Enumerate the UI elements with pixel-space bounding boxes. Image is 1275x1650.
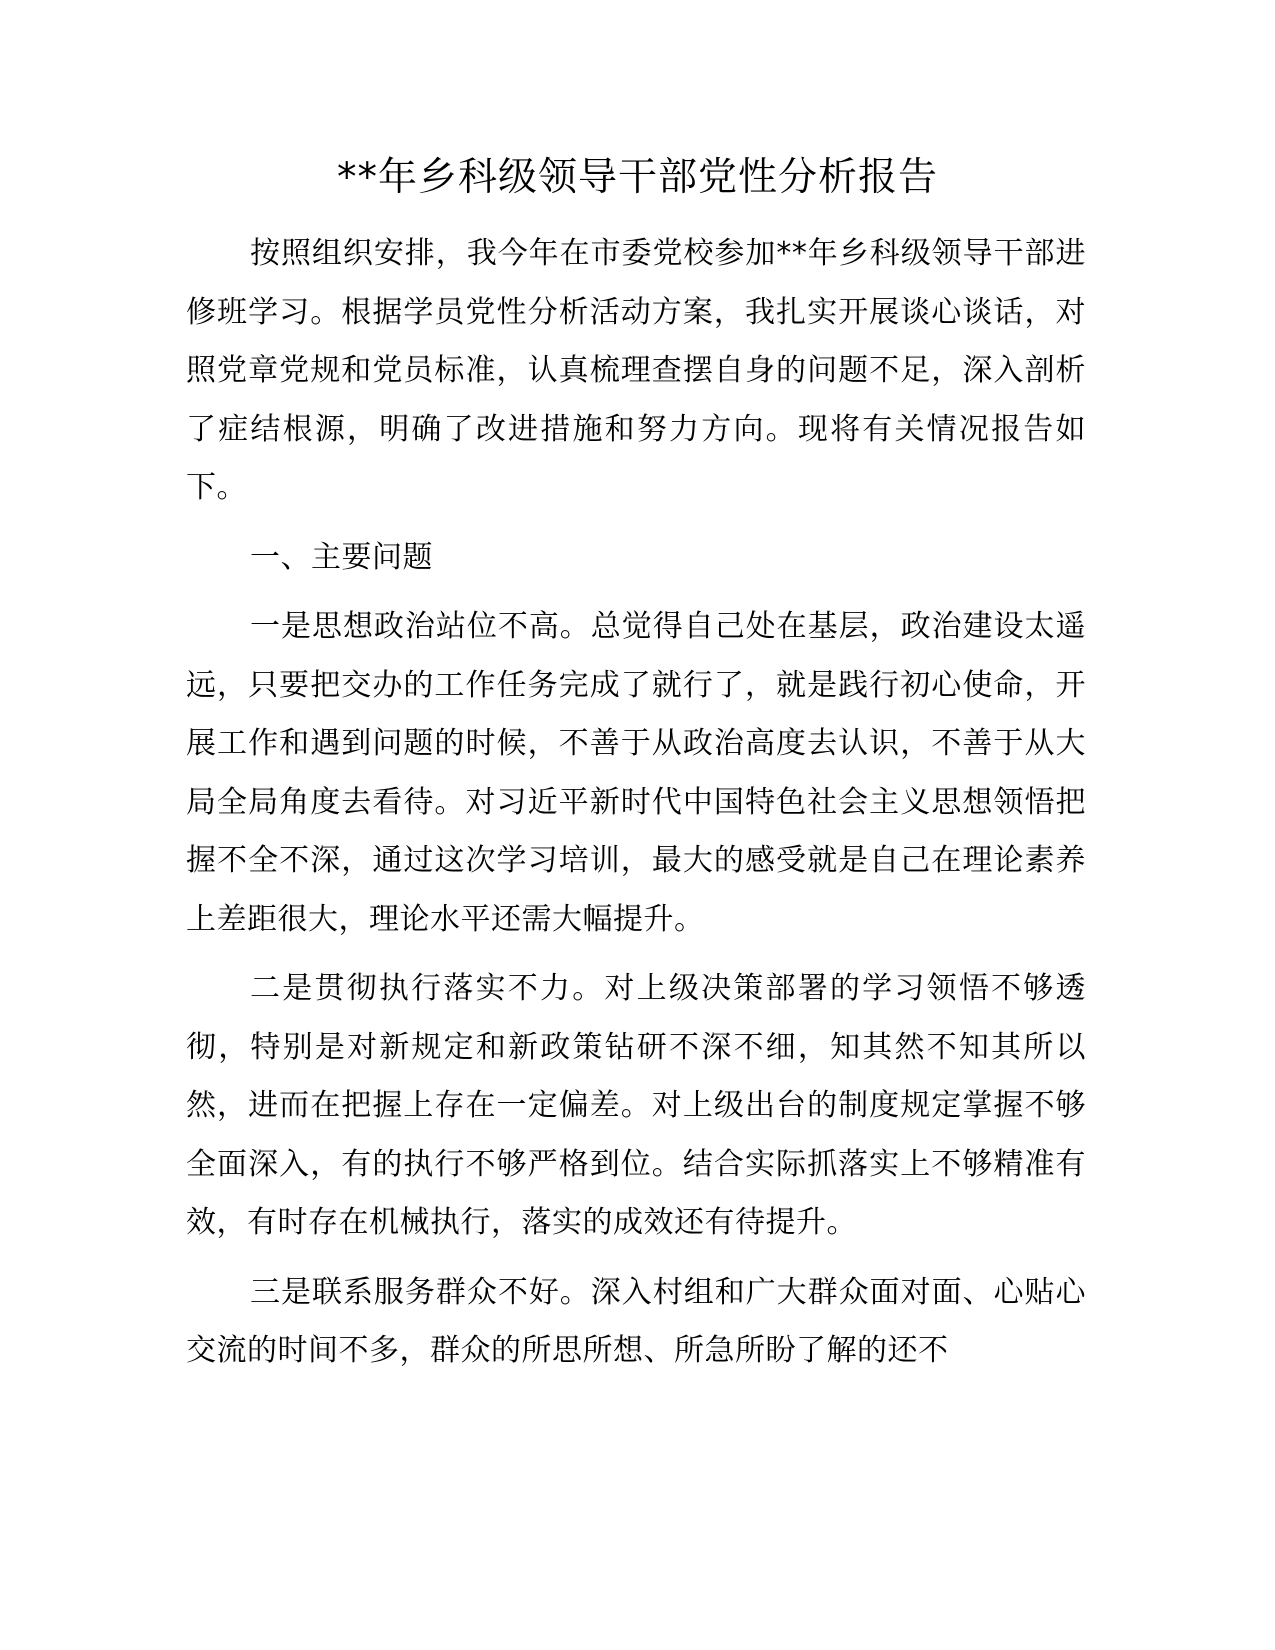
document-title: **年乡科级领导干部党性分析报告 bbox=[336, 155, 938, 200]
section-heading: 一、主要问题 bbox=[250, 539, 433, 575]
intro-paragraph: 按照组织安排，我今年在市委党校参加**年乡科级领导干部进修班学习。根据学员党性分析活动方案，我扎实开展谈心谈话，对照党章党规和党员标准，认真梳理查摆自身的问题不足，深入剖析了症结根源，明确了改进措施和努力方向。现将有关情况报告如下。 bbox=[186, 236, 1086, 505]
problem-paragraph-2: 二是贯彻执行落实不力。对上级决策部署的学习领悟不够透彻，特别是对新规定和新政策钻研不深不细，知其然不知其所以然，进而在把握上存在一定偏差。对上级出台的制度规定掌握不够全面深入，有的执行不够严格到位。结合实际抓落实上不够精准有效，有时存在机械执行，落实的成效还有待提升。 bbox=[186, 971, 1086, 1240]
problem-paragraph-1: 一是思想政治站位不高。总觉得自己处在基层，政治建设太遥远，只要把交办的工作任务完成了就行了，就是践行初心使命，开展工作和遇到问题的时候，不善于从政治高度去认识，不善于从大局全局角度去看待。对习近平新时代中国特色社会主义思想领悟把握不全不深，通过这次学习培训，最大的感受就是自己在理论素养上差距很大，理论水平还需大幅提升。 bbox=[186, 609, 1086, 937]
problem-paragraph-3: 三是联系服务群众不好。深入村组和广大群众面对面、心贴心交流的时间不多，群众的所思所想、所急所盼了解的还不 bbox=[186, 1274, 1086, 1368]
document-body bbox=[186, 225, 1086, 1392]
